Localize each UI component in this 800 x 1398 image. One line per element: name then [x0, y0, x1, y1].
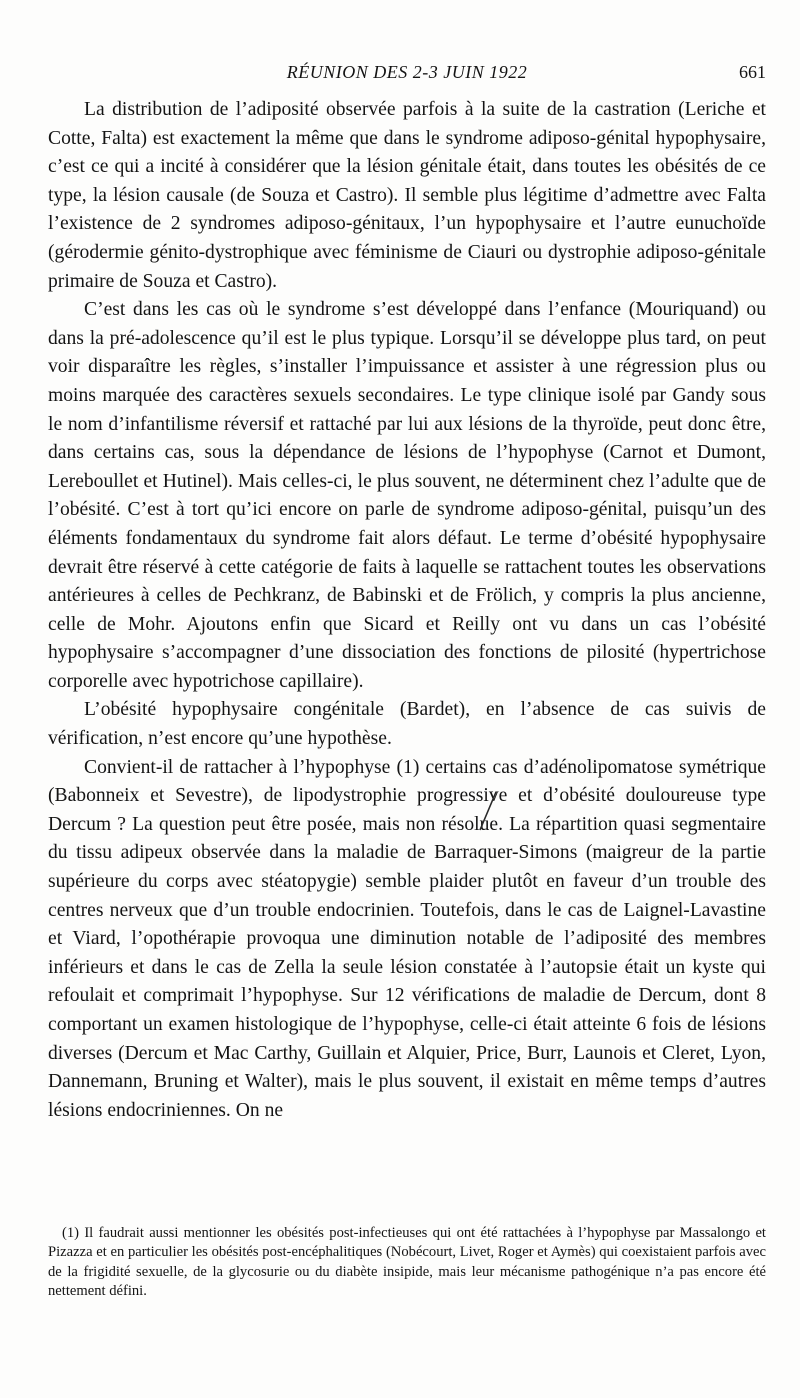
paragraph-dercum: Convient-il de rattacher à l’hypophyse (1) certains cas d’adénolipomatose symétrique (Babonneix et Sevestre), de lipodystrophie progressive et d’obésité douloureuse type Dercum ? La question peut être posée, mais non résolue. La répartition quasi segmentaire du tissu adipeux observée dans la maladie de Barraquer-Simons (maigreur de la partie supérieure du corps avec stéatopygie) semble plaider plutôt en faveur d’un trouble des centres nerveux que d’un trouble endocrinien. Toutefois, dans le cas de Laignel-Lavastine et Viard, l’opothérapie provoqua une diminution notable de l’adiposité des membres inférieurs et dans le cas de Zella la seule lésion constatée à l’autopsie était un kyste qui refoulait et comprimait l’hypophyse. Sur 12 vérifications de maladie de Dercum, dont 8 comportant un examen histologique de l’hypophyse, celle-ci était atteinte 6 fois de lésions diverses (Dercum et Mac Carthy, Guillain et Alquier, Price, Burr, Launois et Cleret, Lyon, Dannemann, Bruning et Walter), mais le plus souvent, il existait en même temps d’autres lésions endocriniennes. On ne [48, 756, 766, 1121]
paragraph-enfance: C’est dans les cas où le syndrome s’est développé dans l’enfance (Mouriquand) ou dans la pré-adolescence qu’il est le plus typique. Lorsqu’il se développe plus tard, on peut voir disparaître les règles, s’installer l’impuissance et assister à une régression plus ou moins marquée des caractères sexuels secondaires. Le type clinique isolé par Gandy sous le nom d’infantilisme réversif et rattaché par lui aux lésions de la thyroïde, peut donc être, dans certains cas, sous la dépendance de lésions de l’hypophyse (Carnot et Dumont, Lereboullet et Hutinel). Mais celles-ci, le plus souvent, ne déterminent chez l’adulte que de l’obésité. C’est à tort qu’ici encore on parle de syndrome adiposo-génital, puisqu’un des éléments fondamentaux du syndrome fait alors défaut. Le terme d’obésité hypophysaire devrait être réservé à cette catégorie de faits à laquelle se rattachent toutes les observations antérieures à celles de Pechkranz, de Babinski et de Frölich, y compris la plus ancienne, celle de Mohr. Ajoutons enfin que Sicard et Reilly ont vu dans un cas l’obésité hypophysaire s’accompagner d’une dissociation des fonctions de pilosité (hypertrichose corporelle avec hypotrichose capillaire). [48, 299, 766, 692]
running-title: RÉUNION DES 2-3 JUIN 1922 [286, 62, 528, 82]
footnote-text: (1) Il faudrait aussi mentionner les obésités post-infectieuses qui ont été rattachées à l’hypophyse par Massalongo et Pizazza et en particulier les obésités post-encéphalitiques (Nobécourt, Livet, Roger et Aymès) qui coexistaient parfois avec de la frigidité sexuelle, de la glycosurie ou du diabète insipide, mais leur mécanisme pathogénique n’a pas encore été nettement défini. [48, 1225, 766, 1300]
paragraph-castration: La distribution de l’adiposité observée parfois à la suite de la castration (Leriche et Cotte, Falta) est exactement la même que dans le syndrome adiposo-génital hypophysaire, c’est ce qui a incité à considérer que la lésion génitale était, dans toutes les obésités de ce type, la lésion causale (de Souza et Castro). Il semble plus légitime d’admettre avec Falta l’existence de 2 syndromes adiposo-génitaux, l’un hypophysaire et l’autre eunuchoïde (gérodermie génito-dystrophique avec féminisme de Ciauri ou dystrophie adiposo-génitale primaire de Souza et Castro). [48, 99, 766, 292]
running-header [48, 62, 766, 86]
paragraph-congenitale: L’obésité hypophysaire congénitale (Bardet), en l’absence de cas suivis de vérification, n’est encore qu’une hypothèse. [48, 699, 766, 750]
page-number: 661 [739, 62, 766, 82]
pencil-mark-icon [476, 790, 498, 832]
body-text [48, 96, 766, 1125]
footnote [48, 1224, 766, 1302]
